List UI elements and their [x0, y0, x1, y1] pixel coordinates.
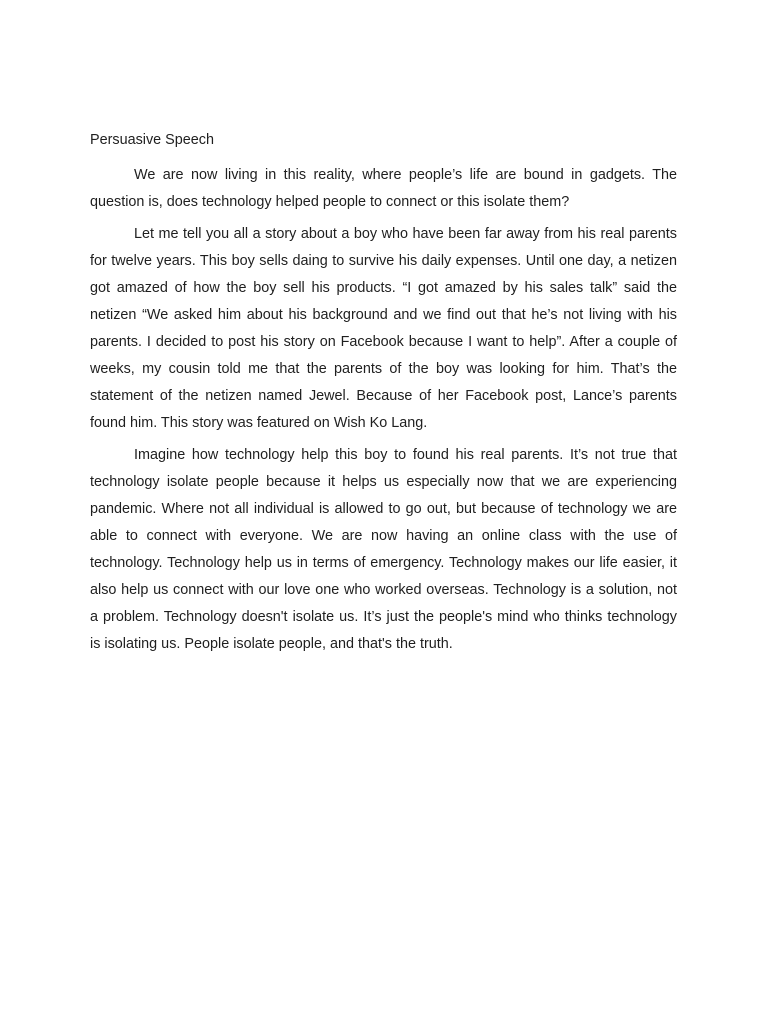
paragraph-story: Let me tell you all a story about a boy who have been far away from his real parents for twelve years. This boy sells daing to survive his daily expenses. Until one day, a netizen got amazed of how the boy sell his products. “I got amazed by his sales talk” said the netizen “We asked him about his background and we find out that he’s not living with his parents. I decided to post his story on Facebook because I want to help”. After a couple of weeks, my cousin told me that the parents of the boy was looking for him. That’s the statement of the netizen named Jewel. Because of her Facebook post, Lance’s parents found him. This story was featured on Wish Ko Lang.: [90, 226, 677, 431]
paragraph-conclusion: Imagine how technology help this boy to found his real parents. It’s not true that technology isolate people because it helps us especially now that we are experiencing pandemic. Where not all individual is allowed to go out, but because of technology we are able to connect with everyone. We are now having an online class with the use of technology. Technology help us in terms of emergency. Technology makes our life easier, it also help us connect with our love one who worked overseas. Technology is a solution, not a problem. Technology doesn't isolate us. It’s just the people's mind who thinks technology is isolating us. People isolate people, and that's the truth.: [90, 447, 677, 652]
document-body: [90, 128, 677, 663]
paragraph-intro: We are now living in this reality, where people’s life are bound in gadgets. The question is, does technology helped people to connect or this isolate them?: [90, 167, 677, 210]
document-title: Persuasive Speech: [90, 132, 214, 148]
